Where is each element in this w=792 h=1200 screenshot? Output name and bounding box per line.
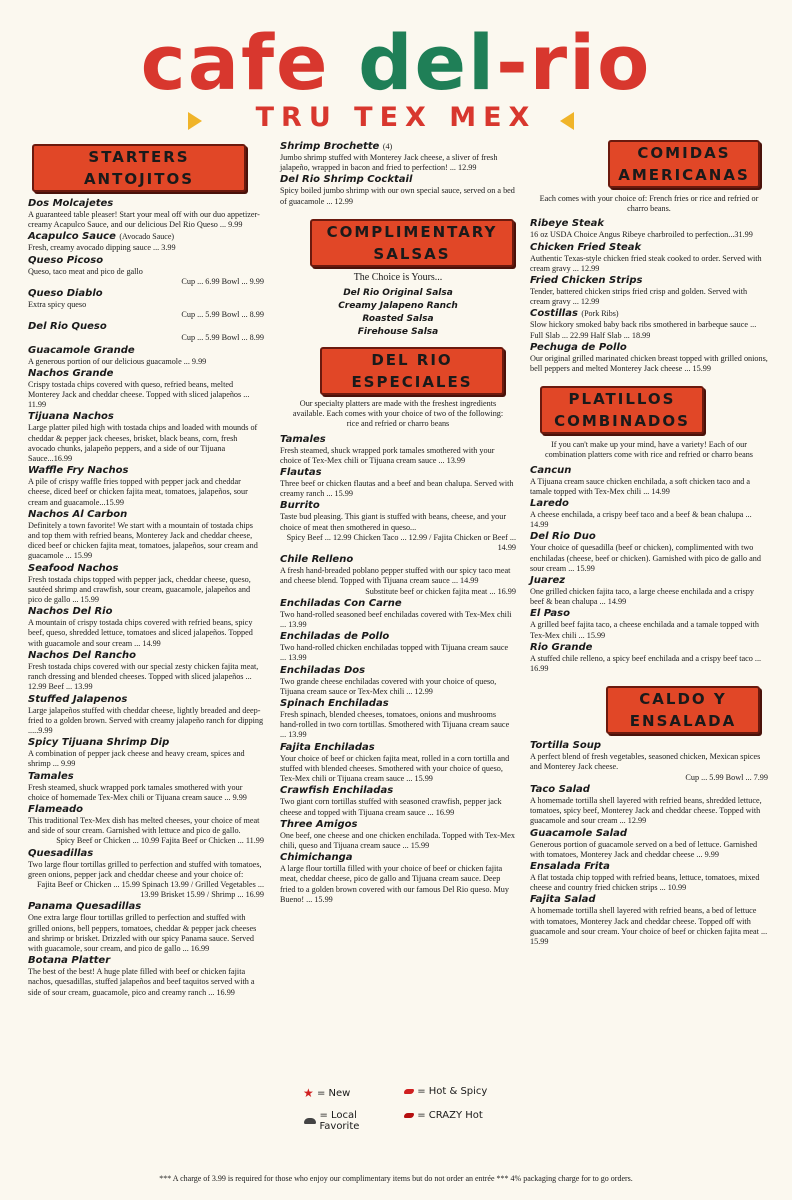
column-middle [280,140,516,905]
item-name [280,785,516,797]
menu-item [530,498,768,530]
americanas-intro: Each comes with your choice of: French fries or rice and refried or charro beans. [539,194,759,214]
item-name-text: Tortilla Soup [530,740,601,752]
item-name [530,275,768,287]
item-name-text: Enchiladas Con Carne [280,597,402,609]
item-name [280,554,516,566]
item-name [530,498,768,510]
menu-item [530,828,768,860]
menu-item [530,784,768,827]
menu-item [28,345,264,367]
item-description: Authentic Texas-style chicken fried steak cooked to order. Served with cream gravy ... 12.99 [530,253,762,273]
item-name [28,901,264,913]
item-description: Fresh steamed, shuck wrapped pork tamales smothered with your choice of Tex-Mex chili or Tijuana cream sauce ... 13.99 [280,445,495,465]
item-name-text: Quesadillas [28,847,94,859]
item-name-text: Ensalada Frita [530,860,610,872]
item-name [28,737,264,749]
item-name-text: Tamales [28,770,74,782]
menu-item [280,631,516,663]
item-name-text: Pechuga de Pollo [530,341,627,353]
item-name [28,465,264,477]
menu-item [530,608,768,640]
item-name [280,665,516,677]
item-name [28,368,264,380]
menu-item [280,434,516,466]
menu-item [28,804,264,847]
menu-item [28,848,264,901]
caldo-list [530,740,768,947]
menu-item [28,901,264,954]
item-subtitle: (Pork Ribs) [581,309,619,319]
item-name-text: Nachos Al Carbon [28,508,128,520]
menu-item [28,198,264,230]
item-description: A large flour tortilla filled with your choice of beef or chicken fajita meat, cheddar cheese, pico de gallo and Tijuana cream sauce. Deep fried to a golden brown covered with our famous Del Rio queso. Muy Bueno! ... 15.99 [280,864,509,904]
legend-local: = Local Favorite [300,1110,390,1132]
menu-item [530,275,768,307]
item-name-text: Botana Platter [28,955,111,967]
item-description: A stuffed chile relleno, a spicy beef enchilada and a crispy beef taco ... 16.99 [530,653,762,674]
legend-crazy: = CRAZY Hot [400,1110,483,1121]
item-name-text: Seafood Nachos [28,562,119,574]
item-name [280,819,516,831]
item-description: Fresh steamed, shuck wrapped pork tamales smothered with your choice of homemade Tex-Mex chili or Tijuana cream sauce ... 9.99 [28,782,247,802]
item-name-text: Enchiladas Dos [280,664,366,676]
item-name [28,694,264,706]
menu-item [280,174,516,206]
item-name [28,848,264,860]
starters-banner: STARTERS ANTOJITOS [32,144,246,192]
menu-item [530,740,768,783]
item-name [280,598,516,610]
item-name [28,563,264,575]
menu-item [280,598,516,630]
salsa-item: Del Rio Original Salsa [343,288,453,299]
item-name [280,631,516,643]
item-subtitle: (Avocado Sauce) [119,232,175,242]
menu-item [530,242,768,274]
menu-item [280,698,516,741]
menu-item [28,771,264,803]
item-name [530,242,768,254]
item-name [530,861,768,873]
item-description: A perfect blend of fresh vegetables, seasoned chicken, Mexican spices and Monterey Jack cheese. [530,752,761,772]
item-description: A fresh hand-breaded poblano pepper stuffed with our spicy taco meat and cheese blend. Topped with Tijuana cream sauce ... 14.99 [280,566,511,586]
item-name [28,198,264,210]
item-description: Fresh tostada chips covered with our special zesty chicken fajita meat, ranch dressing and blended cheeses. Topped with sliced jalapeños ... 12.99 Beef ... 13.99 [28,661,259,692]
item-name [280,141,516,153]
item-price: Fajita Beef or Chicken ... 15.99 Spinach 13.99 / Grilled Vegetables ... 13.99 Brisket 15.99 / Shrimp ... 16.99 [36,879,264,900]
item-name-text: Rio Grande [530,641,593,653]
item-name [28,345,264,357]
restaurant-logo: cafe del-rio [140,18,652,107]
item-name [280,467,516,479]
especiales-intro: Our specialty platters are made with the freshest ingredients available. Each comes with your choice of two of the following: rice and refried or charro beans [292,399,504,429]
item-description: A homemade tortilla shell layered with refried beans, shredded lettuce, tomatoes, spicy beef, Monterey Jack and cheddar cheese. Topped with guacamole and sour cream ... 12.99 [530,795,762,826]
item-name-text: Nachos Del Rio [28,606,113,618]
menu-item [28,650,264,693]
item-name [280,852,516,864]
item-price: Cup ... 5.99 Bowl ... 7.99 [685,772,768,782]
item-name-text: Chimichanga [280,852,353,864]
item-price: Spicy Beef or Chicken ... 10.99 Fajita Beef or Chicken ... 11.99 [56,836,264,846]
item-name-text: Flameado [28,803,83,815]
item-description: A cheese enchilada, a crispy beef taco and a beef & bean chalupa ... 14.99 [530,510,752,530]
item-name-text: Shrimp Brochette [280,141,380,152]
item-description: One grilled chicken fajita taco, a large cheese enchilada and a crispy beef & bean chalupa ... 14.99 [530,587,754,607]
starters-list [28,198,264,998]
item-name-text: Juarez [530,575,566,587]
item-price: Cup ... 5.99 Bowl ... 8.99 [181,333,264,343]
menu-item [280,665,516,697]
menu-item [280,500,516,553]
item-description: Two hand-rolled seasoned beef enchiladas covered with Tex-Mex chili ... 13.99 [280,609,512,630]
salsas-banner: COMPLIMENTARY SALSAS [310,219,514,267]
item-description: Two large flour tortillas grilled to perfection and stuffed with tomatoes, green onions, pepper jack and cheddar cheese and your choice of: [28,859,262,879]
item-name [530,342,768,354]
legend-new: ★ = New [303,1086,351,1100]
item-description: Fresh, creamy avocado dipping sauce ... 3.99 [28,243,176,253]
menu-item [530,465,768,497]
item-name [28,650,264,662]
menu-item [530,894,768,947]
item-name-text: Spinach Enchiladas [280,698,389,710]
item-description: Large platter piled high with tostada chips and loaded with mounds of cheddar & pepper jack cheeses, brisket, black beans, corn, fresh avocado chunks, jalapeño peppers, and a side of our Tijuana Sauce...16.99 [28,423,258,464]
item-name [28,321,264,333]
item-description: 16 oz USDA Choice Angus Ribeye charbroiled to perfection...31.99 [530,230,753,240]
americanas-banner: COMIDAS AMERICANAS [608,140,760,188]
item-name [28,255,264,267]
item-name [280,500,516,512]
item-name-text: Spicy Tijuana Shrimp Dip [28,737,170,749]
item-description: Two giant corn tortillas stuffed with seasoned crawfish, pepper jack cheese and topped with Tijuana cream sauce ... 16.99 [280,797,502,817]
item-name-text: Laredo [530,498,569,510]
item-name [530,894,768,906]
item-name [530,608,768,620]
item-name-text: Flautas [280,467,322,479]
menu-item [28,694,264,737]
item-name [28,411,264,423]
item-description: A guaranteed table pleaser! Start your meal off with our duo appetizer-creamy Acapulco Sauce, and our delicious Del Rio Queso ... 9.99 [28,210,260,230]
menu-item [28,509,264,562]
pepper-icon [404,1089,414,1094]
item-name-text: Nachos Del Rancho [28,649,136,661]
menu-item [280,141,516,173]
item-description: A pile of crispy waffle fries topped with pepper jack and cheddar cheese, diced beef or chicken fajita meat, tomatoes, jalapeños, sour cream and guacamole...15.99 [28,477,248,507]
menu-item [530,308,768,340]
menu-item [530,642,768,674]
item-description: Definitely a town favorite! We start with a mountain of tostada chips and top them with refried beans, Monterey Jack and cheddar cheese, diced beef or chicken fajita meat, tomatoes, jalapeños, sour cream and guacamole ... 15.99 [28,520,258,561]
combinados-intro: If you can't make up your mind, have a variety! Each of our combination platters come with rice and refried or charro beans [544,440,753,460]
item-name-text: El Paso [530,608,570,620]
item-name-text: Tijuana Nachos [28,411,114,423]
shrimp-list [280,141,516,207]
arrow-left-icon [560,112,574,130]
item-description: One extra large flour tortillas grilled to perfection and stuffed with grilled onions, bell peppers, tomatoes, cheddar & pepper jack cheeses and shrimp or brisket. Drizzled with our spicy Panama sauce. Served with guacamole, sour cream, and pico de gallo ... 16.99 [28,913,257,953]
caldo-banner: CALDO Y ENSALADA [606,686,760,734]
combinados-list [530,465,768,675]
item-name-text: Cancun [530,464,572,476]
item-name-text: Enchiladas de Pollo [280,631,390,643]
menu-header [0,0,792,140]
item-description: Fresh spinach, blended cheeses, tomatoes, onions and mushrooms hand-rolled in two corn tortillas. Smothered with Tijuana cream sauce ... 13.99 [280,710,510,740]
item-description: Your choice of quesadilla (beef or chicken), complimented with two enchiladas (cheese, beef or chicken). Garnished with pico de gallo and sour cream ... 15.99 [530,543,761,573]
item-description: Crispy tostada chips covered with queso, refried beans, melted Monterey Jack and cheddar cheese. Topped with sliced jalapeños ... 11.99 [28,379,250,410]
item-name-text: Dos Molcajetes [28,198,114,209]
item-name-text: Fajita Enchiladas [280,741,375,753]
item-name [28,231,264,243]
menu-item [28,288,264,320]
item-name-text: Taco Salad [530,783,590,795]
item-description: Two grande cheese enchiladas covered with your choice of queso, Tijuana cream sauce or Tex-Mex chili ... 12.99 [280,676,497,696]
menu-item [28,231,264,253]
menu-item [280,467,516,499]
item-name-text: Panama Quesadillas [28,901,142,913]
item-description: A combination of pepper jack cheese and heavy cream, spices and shrimp ... 9.99 [28,749,245,769]
menu-item [530,342,768,374]
menu-item [28,321,264,343]
especiales-list [280,434,516,905]
item-description: Fresh tostada chips topped with pepper jack, cheddar cheese, queso, sautéed shrimp and crawfish, sour cream, guacamole, jalapeños and pico de gallo ... 15.99 [28,574,251,605]
salsa-list [280,287,516,339]
menu-item [530,575,768,607]
menu-item [530,218,768,240]
footer-note: *** A charge of 3.99 is required for those who enjoy our complimentary items but do not order an entrée *** 4% packaging charge for to go orders. [159,1174,633,1183]
menu-item [280,785,516,817]
item-description: Tender, battered chicken strips fried crisp and golden. Served with cream gravy ... 12.99 [530,287,748,307]
star-icon: ★ [303,1086,314,1100]
item-description: This traditional Tex-Mex dish has melted cheeses, your choice of meat and side of sour cream. Garnished with lettuce and pico de gallo. [28,815,260,836]
item-name-text: Crawfish Enchiladas [280,785,394,797]
legend [300,1086,520,1146]
menu-item [28,955,264,998]
item-name-text: Del Rio Queso [28,321,107,333]
tagline: TRU TEX MEX [255,102,537,133]
item-name-text: Guacamole Grande [28,344,135,356]
item-description: Your choice of beef or chicken fajita meat, rolled in a corn tortilla and stuffed with blended cheeses. Smothered with your choice of queso, Tex-Mex chili or Tijuana cream sauce ... 15.99 [280,753,510,784]
sombrero-icon [304,1118,316,1124]
combinados-banner: PLATILLOS COMBINADOS [540,386,704,434]
menu-item [28,465,264,508]
column-starters [28,140,264,998]
item-name-text: Chile Relleno [280,554,354,566]
menu-item [28,606,264,649]
item-description: A flat tostada chip topped with refried beans, lettuce, tomatoes, mixed cheese and country fried chicken strips ... 10.99 [530,872,760,893]
item-description: Extra spicy queso [28,300,87,310]
item-name-text: Queso Diablo [28,288,103,300]
item-description: A generous portion of our delicious guacamole ... 9.99 [28,356,207,366]
item-name [530,784,768,796]
item-name [28,509,264,521]
menu-item [280,819,516,851]
menu-item [28,255,264,287]
item-description: A mountain of crispy tostada chips covered with refried beans, spicy beef, queso, shredded lettuce, tomatoes and sliced jalapeños. Topped with guacamole and sour cream ... 14.99 [28,618,253,648]
item-name [28,804,264,816]
item-description: Large jalapeños stuffed with cheddar cheese, lightly breaded and deep-fried to a golden brown. Served with creamy jalapeño ranch for dipping .....9.99 [28,705,264,735]
item-description: Jumbo shrimp stuffed with Monterey Jack cheese, a sliver of fresh jalapeño, wrapped in bacon and fried to perfection! ... 12.99 [280,153,498,173]
item-price: Substitute beef or chicken fajita meat ... 16.99 [365,586,516,596]
item-description: Generous portion of guacamole served on a bed of lettuce. Garnished with tomatoes, Monterey Jack and cheddar cheese ... 9.99 [530,839,758,859]
item-description: Spicy boiled jumbo shrimp with our own special sauce, served on a bed of guacamole ... 12.99 [280,186,515,206]
item-description: Taste bud pleasing. This giant is stuffed with beans, cheese, and your choice of meat then smothered in queso... [280,512,507,532]
menu-item [28,368,264,411]
item-name [28,288,264,300]
item-name [28,606,264,618]
legend-hot: = Hot & Spicy [400,1086,487,1097]
item-description: One beef, one cheese and one chicken enchilada. Topped with Tex-Mex chili, queso and Tijuana cream sauce ... 15.99 [280,830,515,850]
item-name-text: Fajita Salad [530,894,596,906]
item-description: The best of the best! A huge plate filled with beef or chicken fajita nachos, quesadillas, stuffed jalapeños and beef taquitos served with a side of sour cream, guacamole, pico and creamy ranch ... 16.99 [28,967,255,997]
item-name [530,531,768,543]
item-price: Spicy Beef ... 12.99 Chicken Taco ... 12.99 / Fajita Chicken or Beef ... 14.99 [286,532,516,553]
item-name [530,218,768,230]
item-price: Cup ... 6.99 Bowl ... 9.99 [181,276,264,286]
menu-item [280,852,516,905]
item-name-text: Del Rio Duo [530,531,596,543]
item-name-text: Del Rio Shrimp Cocktail [280,174,413,186]
item-name [280,174,516,186]
item-name-text: Nachos Grande [28,367,114,379]
item-description: A homemade tortilla shell layered with refried beans, a bed of lettuce with tomatoes, Monterey Jack and cheddar cheese. Topped off with guacamole and sour cream. Your choice of beef or chicken fajita meat ... 15.99 [530,906,768,946]
menu-item [530,531,768,574]
item-description: Two hand-rolled chicken enchiladas topped with Tijuana cream sauce ... 13.99 [280,643,509,663]
salsas-intro: The Choice is Yours... [353,271,443,283]
flaming-pepper-icon [404,1113,414,1118]
item-name [28,955,264,967]
item-name [530,465,768,477]
americanas-list [530,218,768,374]
item-name-text: Costillas [530,308,578,320]
item-description: A grilled beef fajita taco, a cheese enchilada and a tamale topped with Tex-Mex chili ... 15.99 [530,620,759,640]
item-name-text: Ribeye Steak [530,218,605,230]
menu-item [280,742,516,785]
item-name-text: Stuffed Jalapenos [28,693,128,705]
item-name-text: Acapulco Sauce [28,231,116,243]
column-right [530,140,768,947]
item-name-text: Chicken Fried Steak [530,241,642,253]
item-description: Our original grilled marinated chicken breast topped with grilled onions, bell peppers and melted Monterey Jack cheese ... 15.99 [530,353,768,374]
item-name [530,575,768,587]
item-description: A Tijuana cream sauce chicken enchilada, a soft chicken taco and a tamale topped with Tex-Mex chili ... 14.99 [530,476,751,496]
salsa-item: Firehouse Salsa [357,327,439,338]
item-name-text: Burrito [280,500,320,512]
item-name [530,642,768,654]
item-subtitle: (4) [382,142,393,151]
item-name-text: Queso Picoso [28,254,104,266]
item-name-text: Fried Chicken Strips [530,275,643,287]
menu-item [28,563,264,606]
item-price: Cup ... 5.99 Bowl ... 8.99 [181,310,264,320]
item-name [530,308,768,320]
menu-item [280,554,516,597]
item-name-text: Three Amigos [280,818,358,830]
item-description: Queso, taco meat and pico de gallo [28,266,143,276]
menu-item [28,411,264,464]
item-name [280,698,516,710]
item-name [280,742,516,754]
salsa-item: Roasted Salsa [362,314,434,325]
menu-item [530,861,768,893]
menu-item [28,737,264,769]
item-name [280,434,516,446]
item-description: Three beef or chicken flautas and a beef and bean chalupa. Served with creamy ranch ... 15.99 [280,479,514,499]
item-description: Slow hickory smoked baby back ribs smothered in barbeque sauce ... Full Slab ... 22.99 Half Slab ... 18.99 [530,320,757,340]
item-name [530,740,768,752]
item-name-text: Tamales [280,433,326,445]
salsa-item: Creamy Jalapeno Ranch [338,301,458,312]
item-name [530,828,768,840]
item-name-text: Guacamole Salad [530,827,628,839]
item-name-text: Waffle Fry Nachos [28,465,129,477]
especiales-banner: DEL RIO ESPECIALES [320,347,504,395]
item-name [28,771,264,783]
